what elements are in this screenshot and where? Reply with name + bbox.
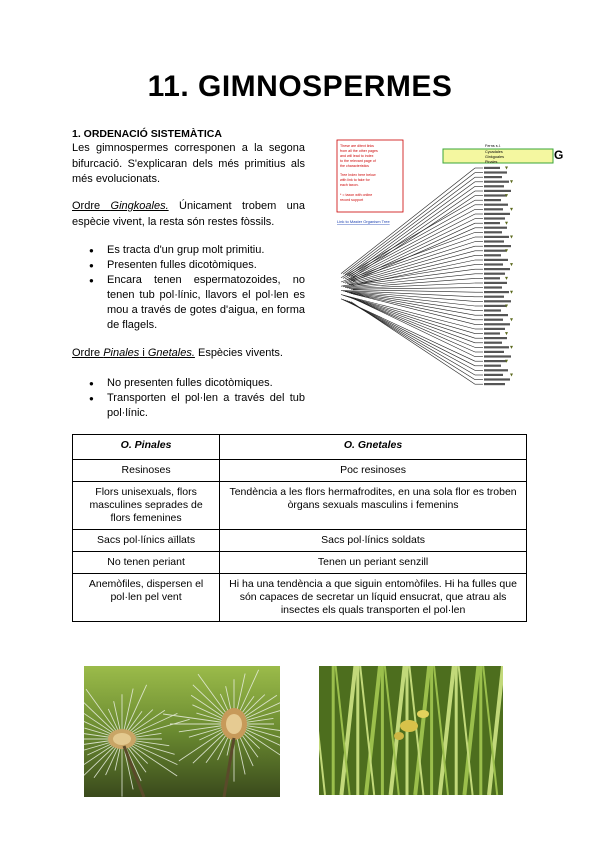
taxon-text-mark [484,300,511,302]
taxon-text-mark [484,319,503,321]
order-pinales-gnetales-paragraph: Ordre Pinales i Gnetales. Espècies vivents. [72,347,283,359]
pine-branch-photo [84,666,280,797]
taxon-label: Ginkgoales [485,155,504,159]
taxon-text-mark [484,346,509,348]
taxon-text-mark [484,171,507,173]
taxon-text-mark [484,190,511,192]
taxon-text-mark [484,167,500,169]
order-gingkoales-paragraph: Ordre Gingkoales. Únicament trobem una espècie vivent, la resta són restes fòssils. [72,200,305,228]
clade-branch [347,292,475,310]
clade-branch [349,297,475,347]
taxon-text-mark [484,282,507,284]
taxon-text-mark [484,286,502,288]
legend-line: with link to fake for [340,178,370,182]
clade-branch [341,265,475,287]
clade-branch [351,223,475,281]
pinales-gnetales-bullet-list [87,376,305,421]
taxon-marker [505,167,508,170]
table-header-row [73,435,527,460]
taxon-label: Pinales [485,160,498,164]
table-row [73,552,527,574]
taxon-text-mark [484,277,500,279]
table-cell: Resinoses [73,460,220,482]
cladogram-figure [335,138,575,400]
legend-line: * = taxon with online [340,193,373,197]
figure-label-g: G [554,148,564,162]
taxon-marker [510,263,513,266]
taxon-marker [505,332,508,335]
table-header: O. Gnetales [220,435,527,460]
clade-branch [351,302,475,384]
taxon-text-mark [484,374,503,376]
page-title: 11. GIMNOSPERMES [147,70,453,103]
taxon-text-mark [484,342,502,344]
clade-branch [343,205,475,279]
taxon-text-mark [484,240,504,242]
taxon-text-mark [484,181,509,183]
taxon-marker [510,208,513,211]
intro-paragraph: Les gimnospermes corresponen a la segona bifurcació. S'explicaran dels més primitius als més evolucionats. [72,142,305,185]
taxon-marker [510,318,513,321]
taxon-text-mark [484,369,508,371]
taxon-text-mark [484,259,508,261]
clade-branch [351,298,475,352]
gingkoales-bullet-list [87,243,305,333]
legend-line: record support [340,198,364,202]
taxon-text-mark [484,217,505,219]
table-cell: Tenen un periant senzill [220,552,527,574]
taxon-text-mark [484,323,510,325]
taxon-text-mark [484,185,504,187]
table-cell: Tendència a les flors hermafrodites, en una sola flor es troben òrgans sexuals masculins i femenins [220,482,527,530]
taxon-text-mark [484,236,509,238]
taxon-label: Ferns s.l. [485,144,501,148]
taxon-text-mark [484,250,506,252]
list-item: ● Es tracta d'un grup molt primitiu. [87,243,305,258]
taxon-text-mark [484,222,500,224]
taxon-text-mark [484,213,510,215]
clade-branch [345,296,475,338]
taxon-marker [510,291,513,294]
taxon-text-mark [484,360,506,362]
gnetales-plant-photo [319,666,503,795]
table-cell: Flors unisexuals, flors masculines seprades de flors femenines [73,482,220,530]
taxon-marker [510,180,513,183]
table-cell: Poc resinoses [220,460,527,482]
taxon-marker [510,346,513,349]
taxon-text-mark [484,337,507,339]
table-row [73,460,527,482]
taxon-text-mark [484,208,503,210]
list-item: ● Transporten el pol·len a través del tub pol·línic. [87,391,305,421]
legend-line: the characteristics [340,164,369,168]
taxon-text-mark [484,204,508,206]
table-cell: No tenen periant [73,552,220,574]
legend-line: from all the other pages [340,149,378,153]
table-cell: Sacs pol·línics soldats [220,530,527,552]
taxon-text-mark [484,227,507,229]
table-header: O. Pinales [73,435,220,460]
table-row [73,530,527,552]
legend-line: to the relevant page of [340,159,376,163]
order-gingkoales-title: Ordre Gingkoales. [72,200,169,212]
table-cell: Hi ha una tendència a que siguin entomòfiles. Hi ha fulles que són capaces de secretar un líquid ensucrat, que atrau als insectes els quals transporten el pol·len [220,574,527,622]
taxon-text-mark [484,268,510,270]
table-cell: Sacs pol·línics aïllats [73,530,220,552]
taxon-text-mark [484,291,509,293]
taxon-marker [510,236,513,239]
taxon-text-mark [484,328,505,330]
taxon-text-mark [484,383,505,385]
taxon-text-mark [484,254,501,256]
taxon-marker [505,277,508,280]
list-item: ● No presenten fulles dicotòmiques. [87,376,305,391]
taxon-marker [505,222,508,225]
list-item: ● Encara tenen espermatozoides, no tenen tub pol·línic, llavors el pol·len es mou a través de gotes d'aigua, en forma de flagels. [87,273,305,333]
taxon-text-mark [484,273,505,275]
flower-cluster [400,720,418,732]
clade-branch [345,274,475,288]
legend-line: each taxon. [340,183,359,187]
legend-line: Tree Index here below [340,173,376,177]
taxon-text-mark [484,365,501,367]
section-heading: 1. ORDENACIÓ SISTEMÀTICA [72,128,222,140]
taxon-text-mark [484,309,501,311]
clade-branch [341,232,475,282]
taxon-text-mark [484,378,510,380]
taxon-text-mark [484,314,508,316]
taxon-text-mark [484,355,511,357]
legend-line: and will lead to index [340,154,374,158]
table-row [73,574,527,622]
taxon-text-mark [484,194,506,196]
clade-branch [353,294,475,324]
taxon-text-mark [484,305,506,307]
taxon-text-mark [484,176,502,178]
taxon-text-mark [484,199,501,201]
taxon-text-mark [484,231,502,233]
clade-branch [347,246,475,284]
taxon-text-mark [484,263,503,265]
table-cell: Anemòfiles, dispersen el pol·len pel vent [73,574,220,622]
taxon-text-mark [484,351,504,353]
legend-line: These are ditext links [340,144,374,148]
taxon-marker [510,374,513,377]
taxon-text-mark [484,332,500,334]
taxon-text-mark [484,296,504,298]
comparison-table [72,434,527,622]
list-item: ● Presenten fulles dicotòmiques. [87,258,305,273]
taxon-label: Cycadales [485,150,503,154]
order-pinales-gnetales-title: Ordre Pinales i Gnetales. [72,347,195,359]
master-tree-link[interactable]: Link to Master Organism Tree [337,219,390,224]
taxon-text-mark [484,245,511,247]
table-row [73,482,527,530]
